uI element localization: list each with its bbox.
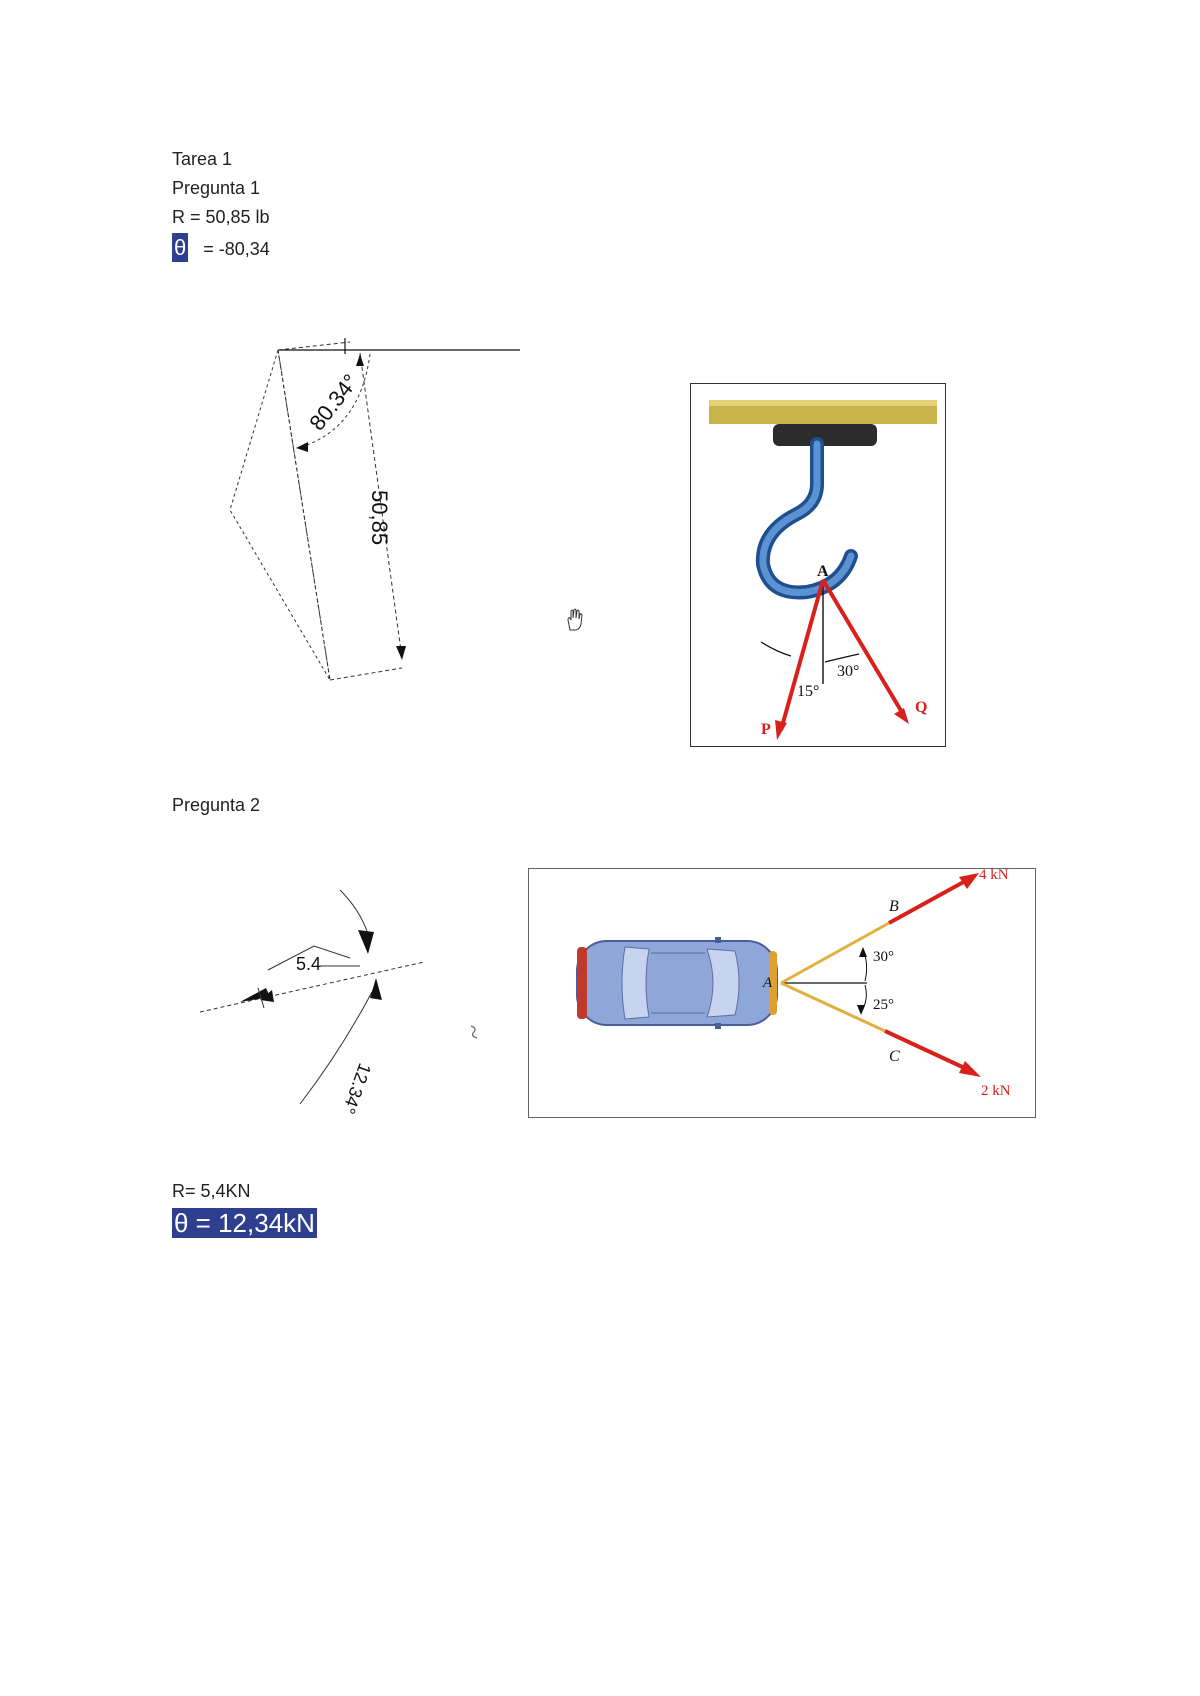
question-2-resultant-sketch <box>200 882 440 1117</box>
car-figure <box>529 869 1035 1117</box>
document-title: Tarea 1 <box>172 149 233 169</box>
question-2-result-r: R= 5,4KN <box>172 1181 251 1201</box>
theta-symbol-highlight: θ <box>174 235 187 260</box>
question-2-heading: Pregunta 2 <box>172 795 261 815</box>
sketch-magnitude-label: 50,85 <box>367 490 392 546</box>
theta-value: = -80,34 <box>203 239 270 259</box>
car-force-b-label: 4 kN <box>979 867 1009 883</box>
car-cable-b-label: B <box>889 898 899 915</box>
small-glyph-icon <box>468 1024 480 1040</box>
car-angle-c-label: 25° <box>873 997 894 1013</box>
hook-figure <box>691 384 945 746</box>
car-force-c-label: 2 kN <box>981 1083 1011 1099</box>
hook-force-q-label: Q <box>915 699 928 716</box>
sketch-angle-label: 80.34° <box>304 369 364 436</box>
sketch-2-magnitude-label: 5.4 <box>296 954 322 974</box>
question-1-result-r: R = 50,85 lb <box>172 207 270 227</box>
hook-force-p-label: P <box>761 721 771 738</box>
sketch-2-angle-label: 12.34° <box>338 1060 376 1117</box>
car-point-label: A <box>763 975 773 991</box>
question-1-result-theta <box>172 237 270 259</box>
car-cable-c-label: C <box>889 1048 900 1065</box>
hook-angle-p-label: 15° <box>797 683 820 700</box>
question-2-result-theta: θ = 12,34kN <box>174 1208 315 1238</box>
hook-figure-frame <box>690 383 946 747</box>
question-1-heading: Pregunta 1 <box>172 178 261 198</box>
hook-point-label: A <box>817 563 829 580</box>
hook-angle-q-label: 30° <box>837 663 860 680</box>
hand-cursor-icon <box>564 608 584 632</box>
question-1-resultant-sketch <box>210 320 550 700</box>
car-angle-b-label: 30° <box>873 949 894 965</box>
car-figure-frame <box>528 868 1036 1118</box>
